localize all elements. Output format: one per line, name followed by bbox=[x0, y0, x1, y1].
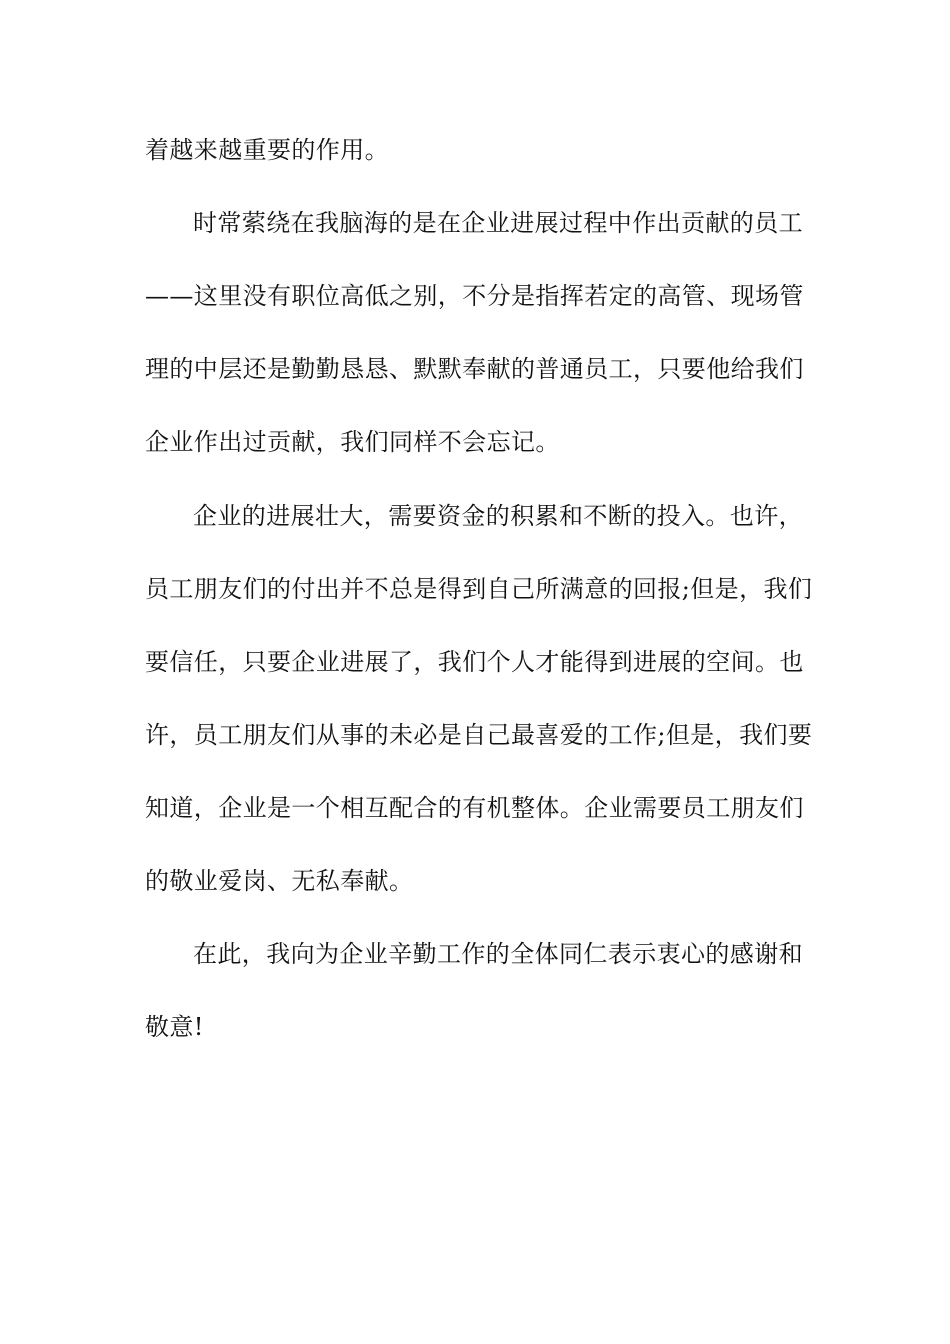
paragraph-first-line: 企业的进展壮大，需要资金的积累和不断的投入。也许， bbox=[193, 502, 803, 530]
text-line: 着越来越重要的作用。 bbox=[145, 136, 389, 164]
text-line: 企业作出过贡献，我们同样不会忘记。 bbox=[145, 428, 560, 456]
text-line: 员工朋友们的付出并不总是得到自己所满意的回报;但是，我们 bbox=[145, 575, 813, 603]
paragraph-first-line: 在此，我向为企业辛勤工作的全体同仁表示衷心的感谢和 bbox=[193, 940, 803, 968]
text-line: ——这里没有职位高低之别，不分是指挥若定的高管、现场管 bbox=[145, 282, 804, 310]
paragraph-first-line: 时常萦绕在我脑海的是在企业进展过程中作出贡献的员工 bbox=[193, 209, 803, 237]
text-line: 的敬业爱岗、无私奉献。 bbox=[145, 867, 414, 895]
text-line: 敬意! bbox=[145, 1013, 204, 1041]
text-line: 理的中层还是勤勤恳恳、默默奉献的普通员工，只要他给我们 bbox=[145, 355, 804, 383]
text-line: 许，员工朋友们从事的未必是自己最喜爱的工作;但是，我们要 bbox=[145, 721, 813, 749]
text-line: 知道，企业是一个相互配合的有机整体。企业需要员工朋友们 bbox=[145, 794, 804, 822]
text-line: 要信任，只要企业进展了，我们个人才能得到进展的空间。也 bbox=[145, 648, 804, 676]
